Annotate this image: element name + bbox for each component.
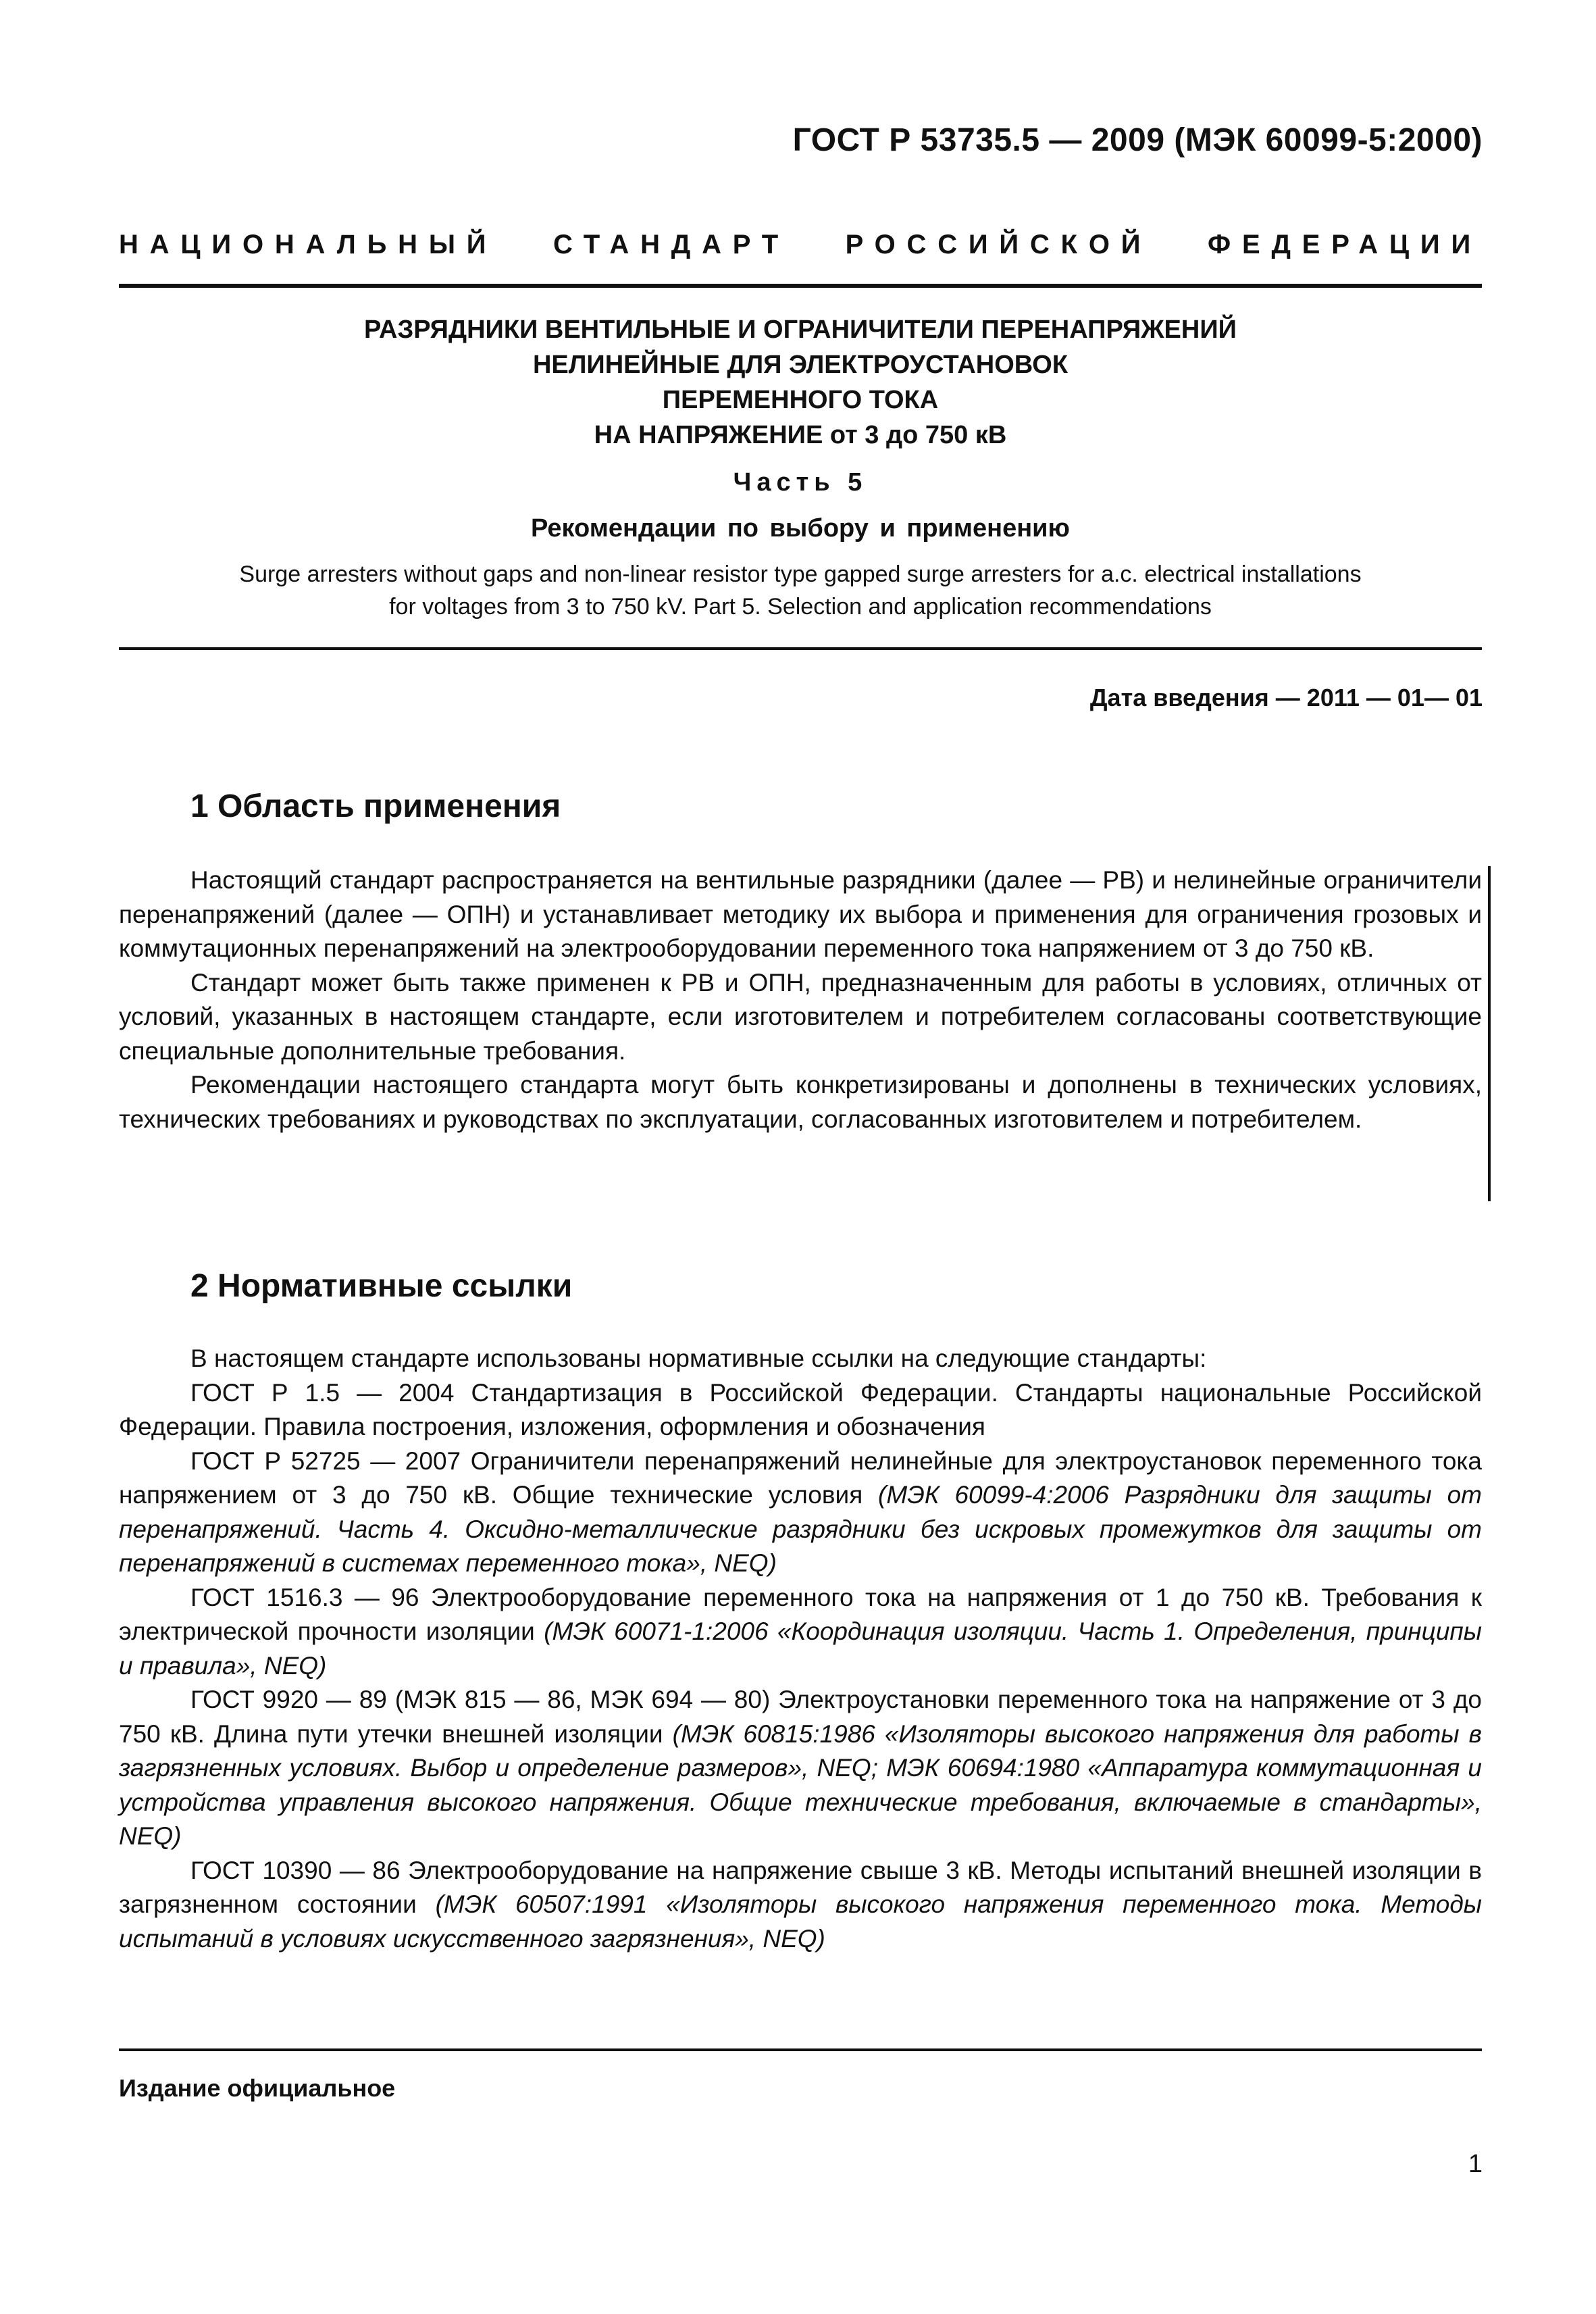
reference-text: ГОСТ 1516.3 — 96 Электрооборудование переменного тока на напряжения от 1 до 750 кВ. Требования к электрической прочности изоляции <box>119 1583 1482 1645</box>
change-bar <box>1488 866 1491 1201</box>
title-block <box>119 312 1482 623</box>
part-title: Рекомендации по выбору и применению <box>530 514 1070 543</box>
section-2-body <box>119 1342 1482 1956</box>
title-line: РАЗРЯДНИКИ ВЕНТИЛЬНЫЕ И ОГРАНИЧИТЕЛИ ПЕРЕНАПРЯЖЕНИЙ <box>364 316 1237 344</box>
reference-item <box>119 1376 1482 1444</box>
national-standard-heading: НАЦИОНАЛЬНЫЙ СТАНДАРТ РОССИЙСКОЙ ФЕДЕРАЦИИ <box>119 230 1482 259</box>
footer-divider <box>119 2048 1482 2051</box>
reference-note: (МЭК 60071-1:2006 «Координация изоляции. Часть 1. Определения, принципы и правила», NEQ) <box>119 1617 1482 1680</box>
reference-item <box>119 1854 1482 1957</box>
reference-note: (МЭК 60507:1991 «Изоляторы высокого напряжения переменного тока. Методы испытаний в условиях искусственного загрязнения», NEQ) <box>119 1890 1483 1953</box>
introduction-date: Дата введения — 2011 — 01— 01 <box>1089 684 1483 711</box>
reference-item <box>119 1581 1482 1684</box>
reference-text: ГОСТ 10390 — 86 Электрооборудование на напряжение свыше 3 кВ. Методы испытаний внешней изоляции в загрязненном состоянии <box>119 1856 1482 1918</box>
english-title-line: Surge arresters without gaps and non-linear resistor type gapped surge arresters for a.c. electrical installations <box>239 561 1362 587</box>
gost-code: ГОСТ Р 53735.5 — 2009 (МЭК 60099-5:2000) <box>792 122 1483 158</box>
section-1-body <box>119 863 1482 1136</box>
official-edition-label: Издание официальное <box>119 2074 396 2102</box>
paragraph: Рекомендации настоящего стандарта могут быть конкретизированы и дополнены в технических условиях, технических требованиях и руководствах по эксплуатации, согласованных изготовителем и потребителем. <box>119 1071 1482 1133</box>
section-2-heading: 2 Нормативные ссылки <box>190 1268 573 1304</box>
reference-text: ГОСТ Р 1.5 — 2004 Стандартизация в Российской Федерации. Стандарты национальные Российской Федерации. Правила построения, изложения, оформления и обозначения <box>119 1378 1482 1440</box>
title-line: НА НАПРЯЖЕНИЕ от 3 до 750 кВ <box>594 421 1007 449</box>
title-line: НЕЛИНЕЙНЫЕ ДЛЯ ЭЛЕКТРОУСТАНОВОК <box>532 351 1069 379</box>
paragraph: В настоящем стандарте использованы нормативные ссылки на следующие стандарты: <box>190 1344 1207 1372</box>
reference-item <box>119 1444 1482 1581</box>
reference-note: (МЭК 60815:1986 «Изоляторы высокого напряжения для работы в загрязненных условиях. Выбор и определение размеров», NEQ; МЭК 60694:1980 «Аппаратура коммутационная и устройства управления высокого напряжения. Общие технические требования, включаемые в стандарты», NEQ) <box>119 1719 1482 1850</box>
reference-item <box>119 1683 1482 1854</box>
reference-note: (МЭК 60099-4:2006 Разрядники для защиты от перенапряжений. Часть 4. Оксидно-металлические разрядники без искровых промежутков для защиты от перенапряжений в системах переменного тока», NEQ) <box>119 1481 1482 1577</box>
page-number: 1 <box>1468 2150 1483 2178</box>
english-title-line: for voltages from 3 to 750 kV. Part 5. Selection and application recommendations <box>389 594 1212 620</box>
english-title <box>119 558 1482 623</box>
part-label: Часть 5 <box>733 468 868 497</box>
title-divider <box>119 647 1482 650</box>
paragraph: Стандарт может быть также применен к РВ и ОПН, предназначенным для работы в условиях, отличных от условий, указанных в настоящем стандарте, если изготовителем и потребителем согласованы соответствующие специальные дополнительные требования. <box>119 968 1482 1065</box>
reference-text: ГОСТ Р 52725 — 2007 Ограничители перенапряжений нелинейные для электроустановок переменного тока напряжением от 3 до 750 кВ. Общие технические условия <box>119 1447 1482 1509</box>
section-1-heading: 1 Область применения <box>190 788 561 824</box>
reference-text: ГОСТ 9920 — 89 (МЭК 815 — 86, МЭК 694 — 80) Электроустановки переменного тока на напряжение от 3 до 750 кВ. Длина пути утечки внешней изоляции <box>119 1686 1482 1748</box>
header-divider <box>119 284 1482 288</box>
paragraph: Настоящий стандарт распространяется на вентильные разрядники (далее — РВ) и нелинейные ограничители перенапряжений (далее — ОПН) и устанавливает методику их выбора и применения для ограничения грозовых и коммутационных перенапряжений на электрооборудовании переменного тока напряжением от 3 до 750 кВ. <box>119 866 1482 962</box>
title-line: ПЕРЕМЕННОГО ТОКА <box>662 386 939 414</box>
